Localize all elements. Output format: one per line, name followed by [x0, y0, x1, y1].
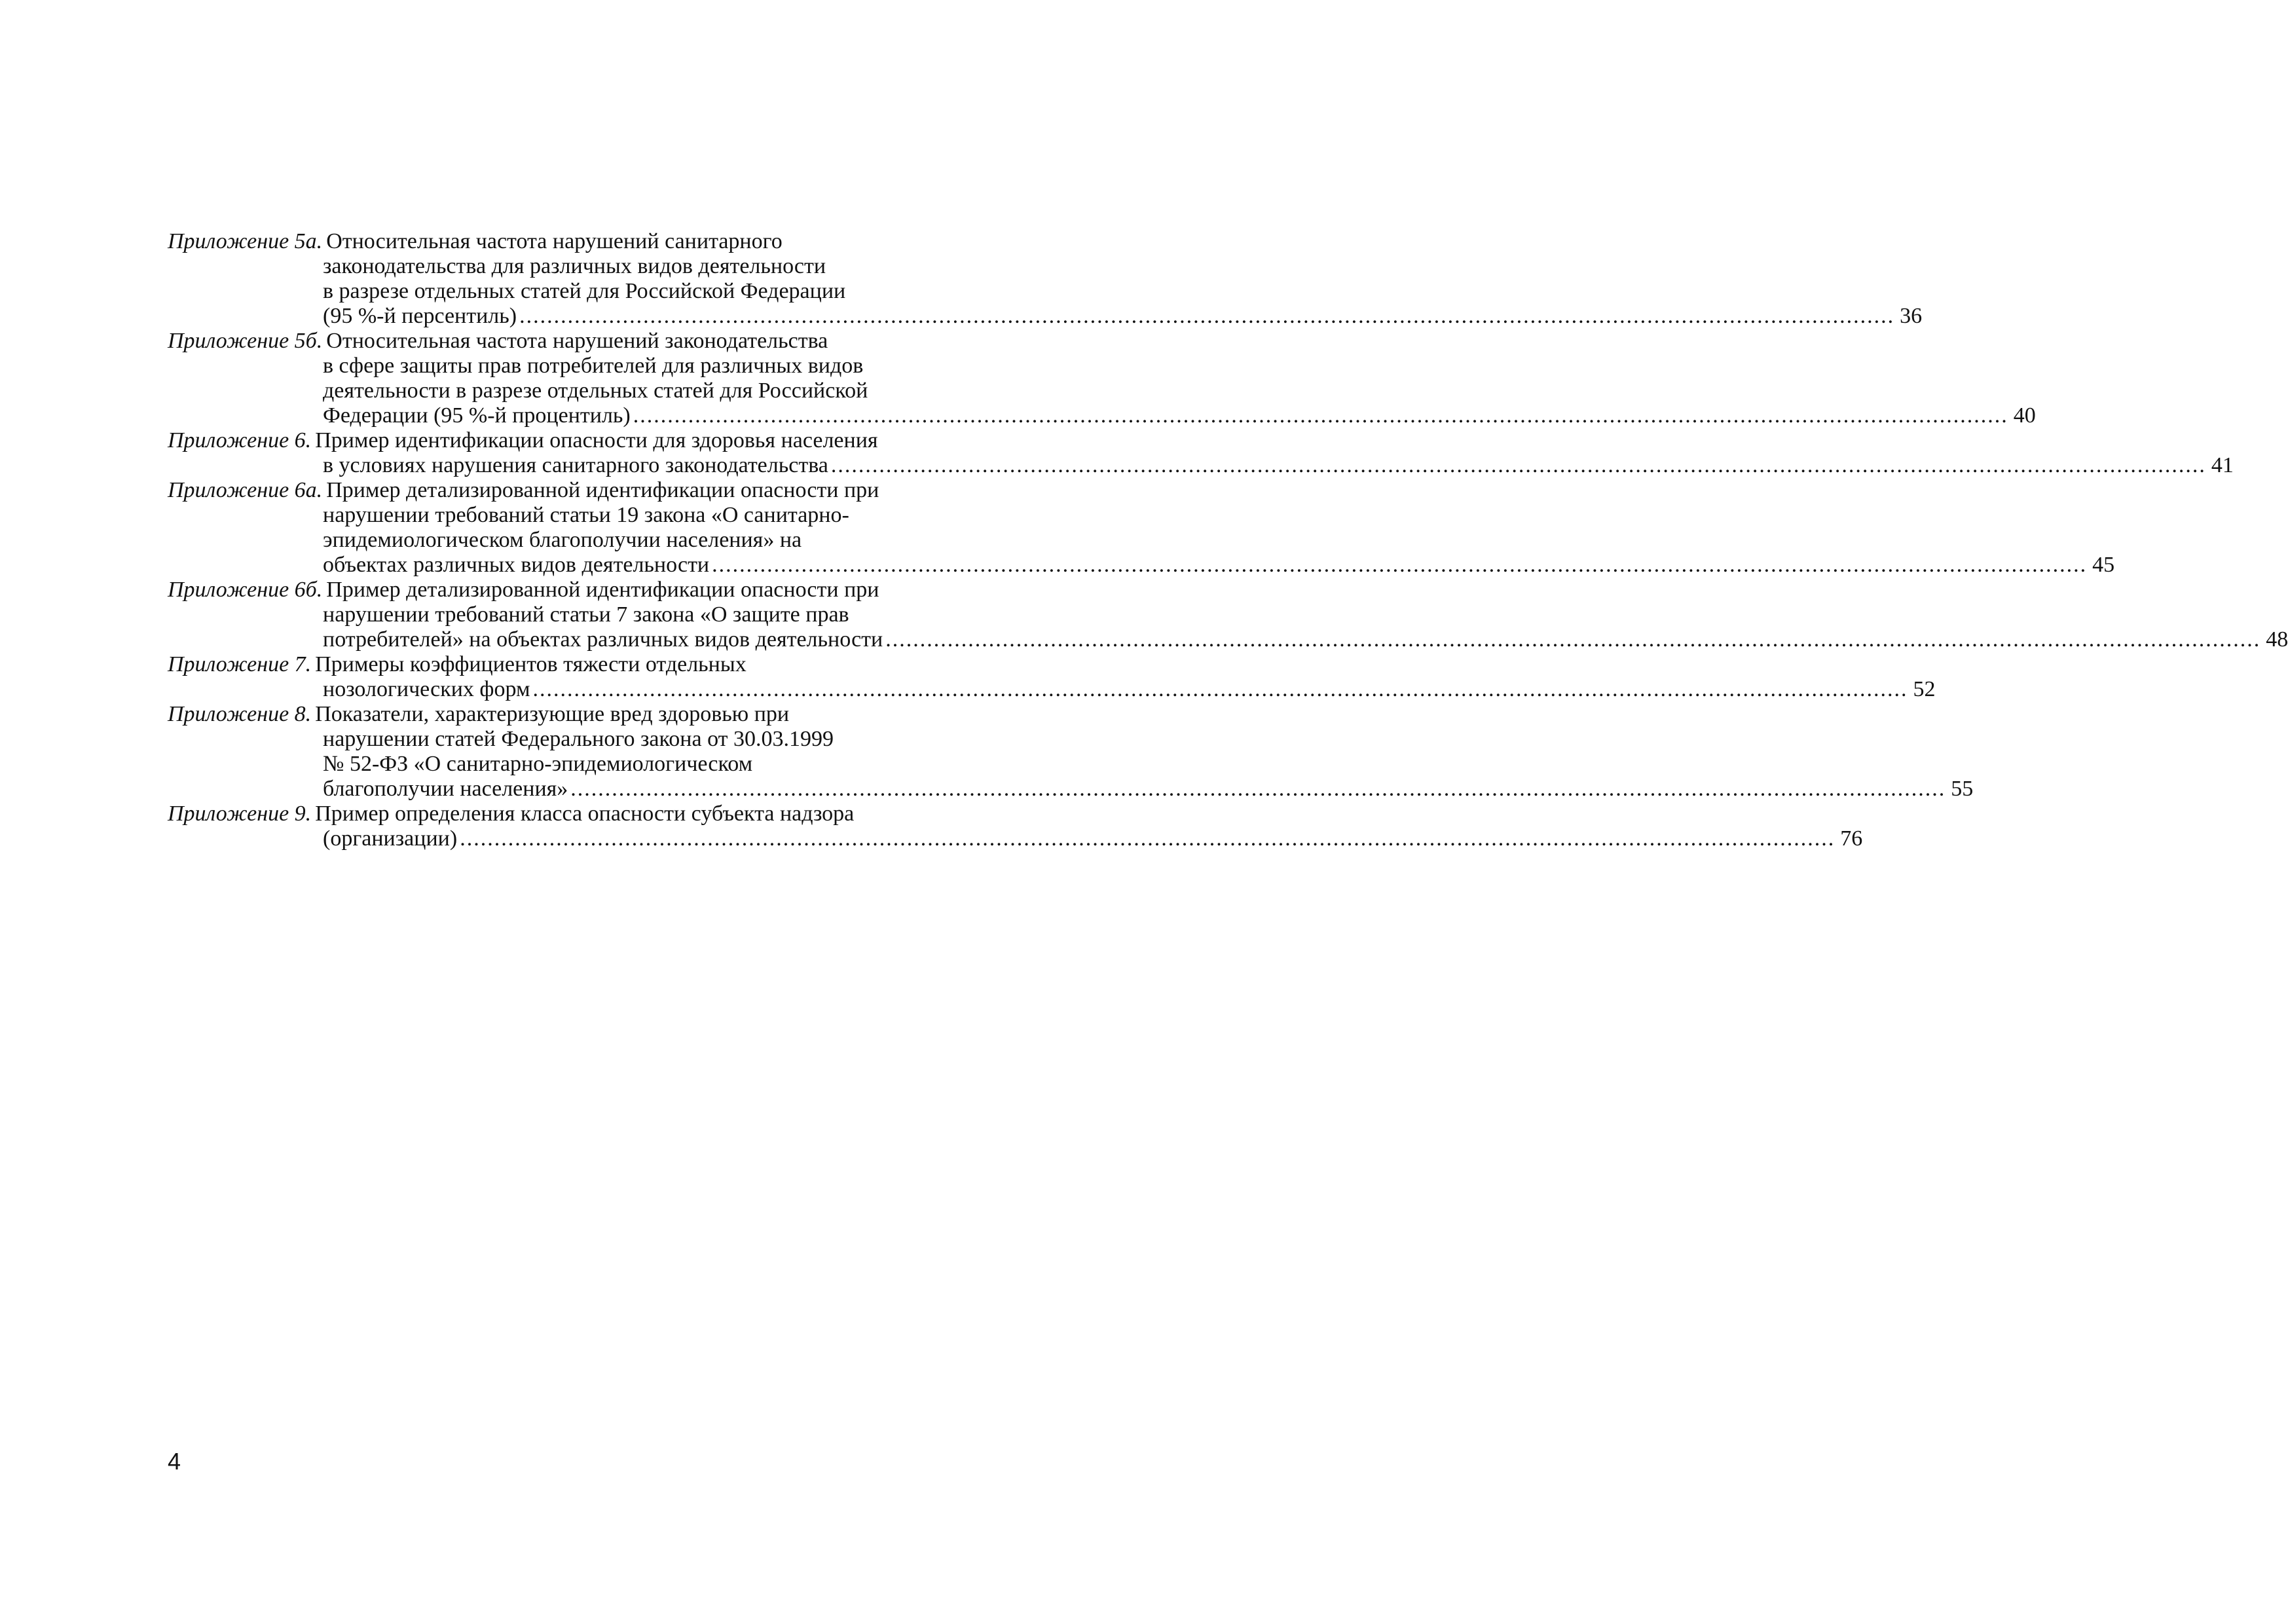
toc-entry-title-line: Относительная частота нарушений законодательства: [326, 329, 828, 353]
toc-entry-page-number: 55: [1951, 777, 1974, 801]
page-number: 4: [168, 1448, 181, 1475]
toc-entry-title-line: Примеры коэффициентов тяжести отдельных: [315, 652, 747, 676]
dot-leader: ........................................................................................................................................................................................................: [519, 304, 1895, 328]
toc-entry-title-line: (организации): [323, 826, 458, 851]
toc-entry-label: Приложение 7.: [168, 652, 312, 676]
toc-entry-page-number: 52: [1913, 677, 1936, 701]
toc-entry-label: Приложение 5б.: [168, 329, 323, 353]
toc-entry-page-number: 45: [2092, 553, 2115, 577]
toc-entry-label: Приложение 6а.: [168, 478, 323, 502]
toc-entry-6a[interactable]: [168, 478, 2115, 578]
toc-entry-title-line: в условиях нарушения санитарного законодательства: [323, 453, 828, 477]
toc-entry-title-line: Показатели, характеризующие вред здоровью при: [315, 702, 790, 726]
toc-entry-title-line: Пример детализированной идентификации опасности при: [326, 478, 879, 502]
dot-leader: ........................................................................................................................................................................................................: [460, 826, 1836, 851]
toc-entry-title-line: нарушении требований статьи 19 закона «О санитарно-: [323, 503, 849, 527]
toc-entry-title-line: объектах различных видов деятельности: [323, 553, 710, 577]
toc-entry-title-line: эпидемиологическом благополучии населения» на: [323, 528, 802, 552]
dot-leader: ........................................................................................................................................................................................................: [570, 777, 1946, 801]
toc-entry-label: Приложение 8.: [168, 702, 312, 726]
toc-entry-title-line: нарушении статей Федерального закона от 30.03.1999: [323, 727, 834, 751]
table-of-contents: [168, 229, 2288, 851]
toc-entry-title-line: Пример идентификации опасности для здоровья населения: [315, 428, 878, 452]
toc-entry-title-line: нозологических форм: [323, 677, 530, 701]
toc-entry-5b[interactable]: [168, 329, 2036, 428]
toc-entry-title-line: потребителей» на объектах различных видов деятельности: [323, 627, 883, 652]
dot-leader: ........................................................................................................................................................................................................: [532, 677, 1908, 701]
dot-leader: ........................................................................................................................................................................................................: [830, 453, 2206, 477]
toc-entry-title-line: деятельности в разрезе отдельных статей для Российской: [323, 378, 868, 403]
toc-entry-page-number: 40: [2013, 403, 2036, 428]
toc-entry-7[interactable]: [168, 652, 1936, 702]
dot-leader: ........................................................................................................................................................................................................: [885, 627, 2261, 652]
toc-entry-5a[interactable]: [168, 229, 1923, 329]
toc-entry-8[interactable]: [168, 702, 1974, 802]
toc-entry-title-line: Пример определения класса опасности субъекта надзора: [315, 802, 855, 826]
toc-entry-page-number: 48: [2266, 627, 2288, 652]
toc-entry-label: Приложение 6б.: [168, 578, 323, 602]
toc-entry-title-line: в сфере защиты прав потребителей для различных видов: [323, 354, 864, 378]
toc-entry-title-line: (95 %-й персентиль): [323, 304, 517, 328]
toc-entry-label: Приложение 9.: [168, 802, 312, 826]
toc-entry-title-line: Пример детализированной идентификации опасности при: [326, 578, 879, 602]
toc-entry-label: Приложение 5а.: [168, 229, 323, 253]
toc-entry-title-line: Относительная частота нарушений санитарного: [326, 229, 783, 253]
toc-entry-page-number: 76: [1840, 826, 1863, 851]
toc-entry-page-number: 41: [2211, 453, 2234, 477]
toc-entry-6b[interactable]: [168, 578, 2288, 652]
toc-entry-label: Приложение 6.: [168, 428, 312, 452]
toc-entry-title-line: в разрезе отдельных статей для Российской Федерации: [323, 279, 846, 303]
toc-entry-title-line: законодательства для различных видов деятельности: [323, 254, 826, 278]
toc-entry-title-line: нарушении требований статьи 7 закона «О защите прав: [323, 602, 849, 627]
toc-entry-title-line: Федерации (95 %-й процентиль): [323, 403, 631, 428]
toc-entry-9[interactable]: [168, 802, 1863, 851]
dot-leader: ........................................................................................................................................................................................................: [712, 553, 2088, 577]
toc-entry-6[interactable]: [168, 428, 2234, 478]
dot-leader: ........................................................................................................................................................................................................: [633, 403, 2008, 428]
toc-entry-title-line: № 52-ФЗ «О санитарно-эпидемиологическом: [323, 752, 753, 776]
toc-entry-page-number: 36: [1900, 304, 1923, 328]
toc-entry-title-line: благополучии населения»: [323, 777, 568, 801]
